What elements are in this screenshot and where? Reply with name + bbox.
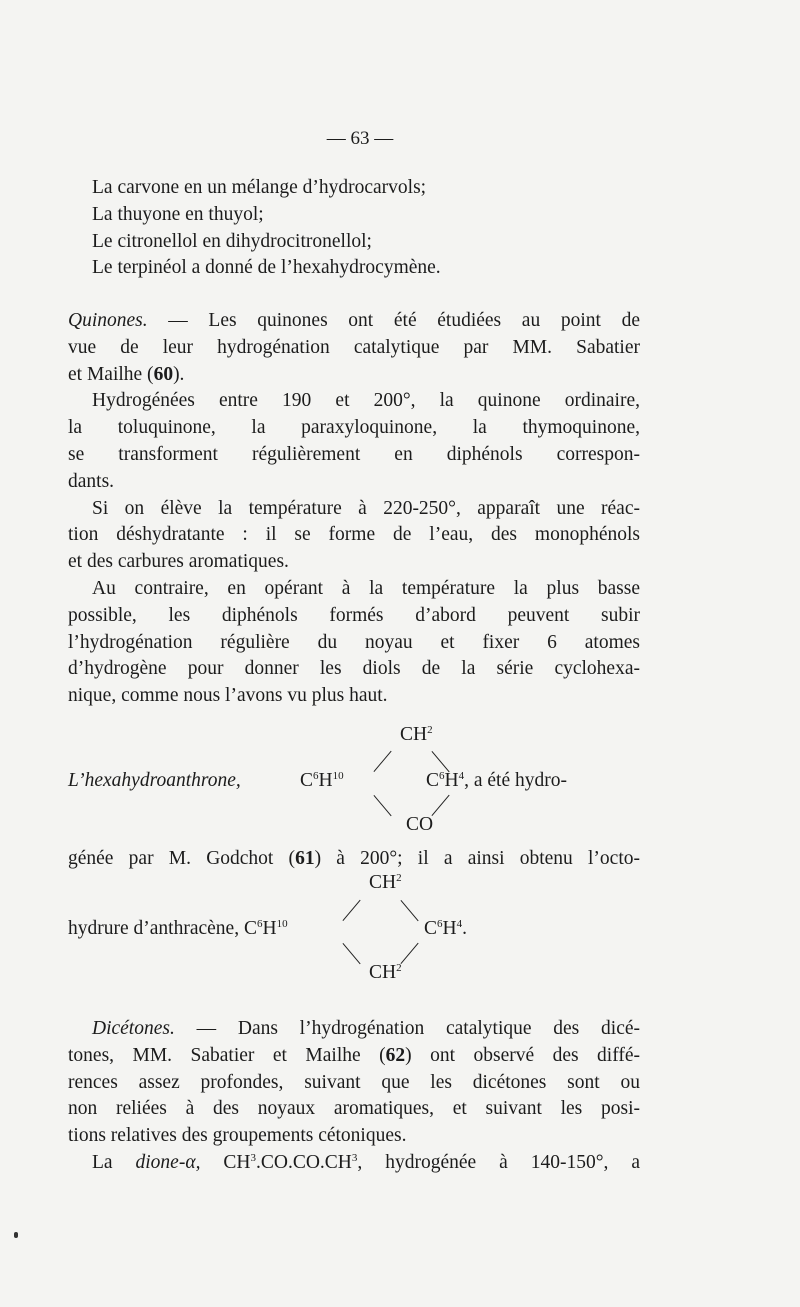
page-number: — 63 — bbox=[326, 128, 394, 149]
paragraph-line: l’hydrogénation régulière du noyau et fixer 6 atomes bbox=[68, 631, 640, 653]
paragraph-line: d’hydrogène pour donner les diols de la série cyclohexa- bbox=[68, 658, 640, 680]
quinones-line-2: vue de leur hydrogénation catalytique par MM. Sabatier bbox=[68, 336, 640, 358]
bond-line bbox=[431, 795, 449, 817]
dicetones-heading: Dicétones. bbox=[92, 1018, 175, 1039]
hydrogenation-list bbox=[92, 175, 441, 282]
godchot-line: génée par M. Godchot (61) à 200°; il a ainsi obtenu l’octo- bbox=[68, 848, 640, 869]
reference-62: 62 bbox=[385, 1044, 406, 1066]
reference-61: 61 bbox=[295, 848, 315, 869]
dicetones-line-1: Dicétones. — Dans l’hydrogénation catalytique des dicé- bbox=[92, 1018, 640, 1039]
list-item: Le citronellol en dihydrocitronellol; bbox=[92, 230, 372, 252]
quinones-line-3: et Mailhe (60). bbox=[68, 363, 185, 385]
paragraph-line: tion déshydratante : il se forme de l’eau, des monophénols bbox=[68, 524, 640, 546]
quinones-heading: Quinones. bbox=[68, 310, 148, 331]
paragraph-line: Si on élève la température à 220-250°, apparaît une réac- bbox=[92, 497, 640, 519]
quinones-line-1: Quinones. — Les quinones ont été étudiées au point de bbox=[68, 310, 641, 331]
paragraph-line: Hydrogénées entre 190 et 200°, la quinone ordinaire, bbox=[92, 390, 640, 412]
paragraph-line: la toluquinone, la paraxyloquinone, la thymoquinone, bbox=[68, 417, 640, 439]
quinones-section bbox=[68, 308, 640, 710]
bond-line bbox=[373, 795, 391, 817]
margin-speck bbox=[14, 1232, 18, 1238]
formula2-top-ch2: $CH^2$ bbox=[369, 872, 402, 893]
dicetones-line-3: rences assez profondes, suivant que les dicétones sont ou bbox=[68, 1071, 640, 1093]
list-item: La thuyone en thuyol; bbox=[92, 203, 264, 225]
formula1-right-group: $C^6H^4$, a été hydro- bbox=[426, 770, 567, 791]
reference-60: 60 bbox=[153, 363, 174, 385]
formula2-right-group: $C^6H^4$. bbox=[424, 918, 467, 939]
formula1-label: L’hexahydroanthrone, bbox=[68, 770, 241, 791]
formula2-left-group: hydrure d’anthracène, $C^6H^{10}$ bbox=[68, 918, 288, 939]
paragraph-line: dants. bbox=[68, 470, 115, 492]
dicetones-line-4: non reliées à des noyaux aromatiques, et suivant les posi- bbox=[68, 1098, 640, 1120]
formula2-bottom-ch2: $CH^2$ bbox=[369, 962, 402, 983]
bond-line bbox=[373, 751, 391, 773]
dicetones-line-6: La dione-α, $CH^3.CO.CO.CH^3$, hydrogénée à 140-150°, a bbox=[92, 1151, 640, 1173]
list-item: La carvone en un mélange d’hydrocarvols; bbox=[92, 177, 427, 198]
bond-line bbox=[342, 943, 360, 965]
paragraph-line: se transforment régulièrement en diphénols correspon- bbox=[68, 443, 640, 465]
paragraph-line: et des carbures aromatiques. bbox=[68, 551, 289, 573]
formula1-left-group: $C^6H^{10}$ bbox=[300, 770, 344, 791]
paragraph-line: nique, comme nous l’avons vu plus haut. bbox=[68, 685, 388, 707]
formula1-bottom-co: CO bbox=[406, 814, 434, 835]
bond-line bbox=[400, 943, 418, 965]
dicetones-section bbox=[68, 1016, 640, 1177]
bond-line bbox=[400, 900, 418, 922]
dicetones-line-5: tions relatives des groupements cétoniques. bbox=[68, 1125, 407, 1147]
bond-line bbox=[342, 900, 360, 922]
dicetones-line-2: tones, MM. Sabatier et Mailhe (62) ont observé des diffé- bbox=[68, 1044, 640, 1066]
paragraph-line: Au contraire, en opérant à la température la plus basse bbox=[92, 577, 640, 599]
formula1-top-ch2: $CH^2$ bbox=[400, 724, 433, 745]
list-item: Le terpinéol a donné de l’hexahydrocymène. bbox=[92, 257, 441, 279]
paragraph-line: possible, les diphénols formés d’abord peuvent subir bbox=[68, 604, 640, 626]
